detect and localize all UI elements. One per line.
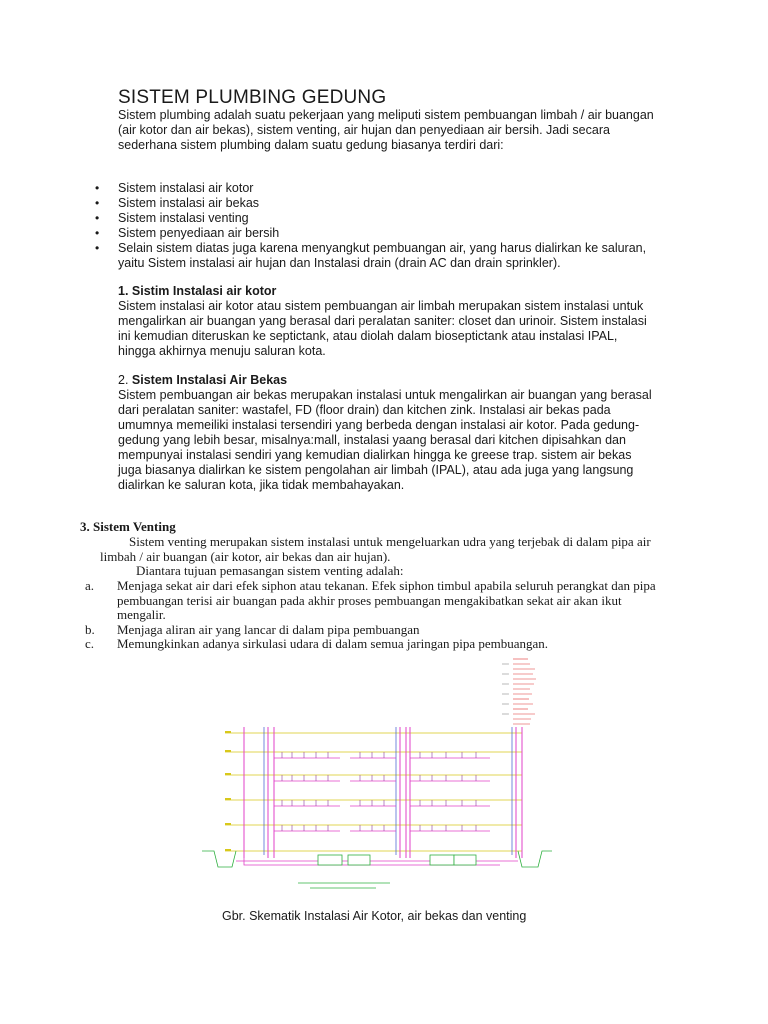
section-1-body: Sistem instalasi air kotor atau sistem pembuangan air limbah merupakan sistem instalasi untuk mengalirkan air buangan yang berasal dari peralatan saniter: closet dan urinoir. Sistem instalasi ini kemudian diteruskan ke septictank, atau diolah dalam bioseptictank atau instalasi IPAL, hingga akhirnya menuju saluran kota. — [118, 299, 647, 358]
list-marker: a. — [85, 578, 95, 593]
list-item — [85, 578, 657, 623]
venting-purpose-intro-text: Diantara tujuan pemasangan sistem venting adalah: — [136, 563, 404, 578]
section-3-body — [100, 535, 660, 564]
list-item-text: Menjaga aliran air yang lancar di dalam pipa pembuangan — [117, 621, 420, 637]
list-item-text: Menjaga sekat air dari efek siphon atau tekanan. Efek siphon timbul apabila seluruh perangkat dan pipa pembuangan terisi air buangan pada akhir proses pembuangan mengakibatkan sekat air akan ikut mengalir. — [117, 578, 656, 622]
section-3-body-line: limbah / air buangan (air kotor, air bekas dan air hujan). — [100, 548, 391, 564]
list-item — [85, 636, 657, 652]
list-marker: c. — [85, 636, 95, 651]
section-2-body: Sistem pembuangan air bekas merupakan instalasi untuk mengalirkan air buangan yang berasal dari peralatan saniter: wastafel, FD (floor drain) dan kitchen zink. Instalasi air bekas pada umumnya memeiliki instalasi tersendiri yang berbeda dengan instalasi air kotor. Pada gedung-gedung yang lebih besar, misalnya:mall, instalasi yaang berasal dari kitchen dipisahkan dan mempunyai instalasi sendiri yang kemudian dialirkan hingga ke greese trap. sistem air bekas juga biasanya dialirkan ke sistem pengolahan air limbah (IPAL), atau ada juga yang langsung dialirkan ke saluran kota, jika tidak membahayakan. — [118, 388, 652, 492]
list-item-text: Memungkinkan adanya sirkulasi udara di dalam semua jaringan pipa pembuangan. — [117, 636, 549, 651]
bullet-list — [95, 181, 665, 271]
list-item: • Sistem penyediaan air bersih — [95, 226, 665, 241]
section-2-number: 2. — [118, 373, 132, 387]
figure-caption: Gbr. Skematik Instalasi Air Kotor, air bekas dan venting — [222, 909, 527, 923]
plumbing-schematic-figure — [200, 655, 580, 895]
venting-purpose-list — [85, 578, 657, 652]
list-item: • Sistem instalasi venting — [95, 211, 665, 226]
section-3-heading: 3. Sistem Venting — [80, 519, 176, 534]
section-1-heading: 1. Sistim Instalasi air kotor — [118, 284, 277, 298]
list-item: • Selain sistem diatas juga karena menyangkut pembuangan air, yang harus dialirkan ke saluran, yaitu Sistem instalasi air hujan dan Instalasi drain (drain AC dan drain sprinkler). — [95, 241, 665, 271]
list-item: • Sistem instalasi air bekas — [95, 196, 665, 211]
section-3-body-line: Sistem venting merupakan sistem instalasi untuk mengeluarkan udra yang terjebak di dalam pipa air — [129, 534, 651, 549]
list-marker: b. — [85, 621, 95, 637]
list-item — [85, 621, 657, 638]
section-2-heading — [118, 373, 287, 387]
section-2-title: Sistem Instalasi Air Bekas — [131, 373, 288, 387]
venting-purpose-intro — [100, 564, 660, 579]
page-title: SISTEM PLUMBING GEDUNG — [118, 87, 387, 108]
intro-paragraph: Sistem plumbing adalah suatu pekerjaan yang meliputi sistem pembuangan limbah / air buangan (air kotor dan air bekas), sistem venting, air hujan dan penyediaan air bersih. Jadi secara sederhana sistem plumbing dalam suatu gedung biasanya terdiri dari: — [118, 108, 654, 152]
list-item: • Sistem instalasi air kotor — [95, 181, 665, 196]
